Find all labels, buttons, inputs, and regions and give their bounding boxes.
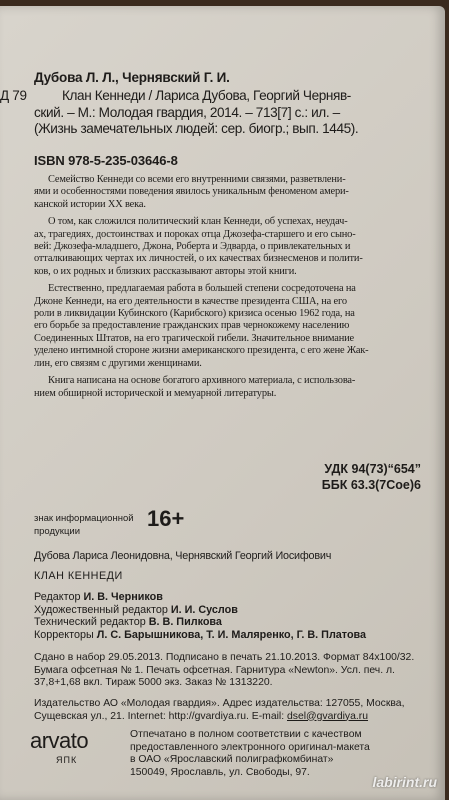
annotation-paragraph (34, 375, 434, 400)
annotation-line: роли в ликвидации Кубинского (Карибского) кризиса осенью 1962 года, на (34, 308, 355, 320)
annotation-line: Естественно, предлагаемая работа в большей степени сосредоточена на (48, 283, 356, 295)
info-sign-label (34, 512, 134, 538)
annotation-line: ями и особенностями поведения явилось уникальным феноменом амери- (34, 186, 349, 198)
classification-code: Д 79 (0, 88, 27, 103)
annotation-line: канской истории XX века. (34, 198, 146, 210)
annotation-paragraph (34, 174, 434, 211)
staff-name: Л. С. Барышникова, Т. И. Маляренко, Г. В. Платова (96, 628, 367, 641)
publisher-line: Издательство АО «Молодая гвардия». Адрес издательства: 127055, Москва, (34, 698, 405, 709)
staff-name: И. И. Суслов (170, 603, 238, 616)
print-info-line: 37,8+1,68 вкл. Тираж 5000 экз. Заказ № 1313220. (34, 677, 273, 688)
bibliographic-description (34, 88, 434, 138)
staff-name: В. В. Пилкова (148, 616, 222, 628)
staff-role: Художественный редактор (34, 603, 171, 616)
annotation-line: Семейство Кеннеди со всеми его внутренними связями, разветвлени- (48, 174, 346, 185)
print-info (34, 652, 414, 690)
annotation-line: Книга написана на основе богатого архивного материала, с использова- (48, 375, 356, 387)
publisher-address: Сущевская ул., 21. Internet: http://gvardiya.ru. E-mail: (34, 710, 287, 722)
info-sign-label-line: знак информационной (34, 513, 134, 524)
staff-row (34, 604, 366, 617)
editorial-staff (34, 591, 366, 641)
annotation-line: его борьбе за предоставление гражданских прав чернокожему населению (34, 320, 350, 332)
annotation-line: О том, как сложился политический клан Кеннеди, об успехах, неудач- (48, 216, 348, 228)
udk-index: УДК 94(73)“654” (324, 462, 421, 476)
printer-line: Отпечатано в полном соответствии с качеством (130, 729, 362, 740)
authors-full-names: Дубова Лариса Леонидовна, Чернявский Георгий Иосифович (34, 550, 332, 562)
annotation-line: отталкивающих чертах их личностей, о их качествах бизнесменов и полити- (34, 253, 363, 265)
printer-logo: arvato (30, 728, 89, 753)
biblio-line: Клан Кеннеди / Лариса Дубова, Георгий Черняв- (62, 88, 351, 103)
classification-indexes (322, 461, 421, 493)
annotation-line: Соединенных Штатов, на его трагической гибели. Значительное внимание (34, 332, 355, 344)
annotation-paragraph (34, 216, 434, 278)
annotation-line: лин, его связям с другими женщинами. (34, 357, 202, 369)
annotation-line: вей: Джозефа-младшего, Джона, Роберта и Эдварда, о привлекательных и (34, 241, 351, 253)
annotation-line: Джоне Кеннеди, на его деятельности в качестве президента США, на его (34, 295, 347, 307)
isbn: ISBN 978-5-235-03646-8 (34, 153, 178, 168)
book-title: КЛАН КЕННЕДИ (34, 570, 123, 582)
info-sign-label-line: продукции (34, 526, 81, 537)
staff-role: Редактор (34, 591, 84, 603)
bbk-index: ББК 63.3(7Сое)6 (321, 478, 421, 492)
annotation-line: уделено интимной стороне жизни американского президента, с его жене Жак- (34, 345, 369, 357)
printer-logo-sub: ЯПК (56, 755, 78, 765)
annotation-paragraph (34, 283, 434, 370)
age-rating: 16+ (147, 506, 185, 531)
staff-row (34, 629, 366, 642)
publisher-email-link[interactable]: dsel@gvardiya.ru (287, 710, 369, 722)
staff-name: И. В. Черников (83, 591, 163, 603)
printer-info (130, 729, 370, 779)
staff-row (34, 616, 366, 629)
publisher-info (34, 698, 404, 723)
annotation-line: ков, о их родных и близких рассказывают авторы этой книги. (34, 265, 297, 277)
publisher-line (34, 711, 404, 724)
watermark: labirint.ru (372, 774, 437, 790)
staff-row (34, 591, 366, 604)
authors-heading: Дубова Л. Л., Чернявский Г. И. (34, 70, 230, 85)
book-page (0, 6, 445, 800)
staff-role: Технический редактор (34, 616, 149, 628)
annotation-line: ах, трагедиях, достоинствах и пороках отца Джозефа-старшего и его сыно- (34, 228, 356, 240)
annotation (34, 174, 434, 405)
biblio-line: ский. – М.: Молодая гвардия, 2014. – 713[7] с.: ил. – (34, 104, 340, 120)
printer-line: предоставленного электронного оригинал-макета (130, 741, 370, 753)
staff-role: Корректоры (34, 628, 97, 641)
annotation-line: нием обширной исторической и мемуарной литературы. (34, 387, 277, 399)
biblio-line: (Жизнь замечательных людей: сер. биогр.; вып. 1445). (34, 121, 359, 136)
printer-line: в ОАО «Ярославский полиграфкомбинат» (130, 754, 334, 765)
printer-line: 150049, Ярославль, ул. Свободы, 97. (130, 766, 310, 778)
print-info-line: Сдано в набор 29.05.2013. Подписано в печать 21.10.2013. Формат 84x100/32. (34, 652, 415, 663)
print-info-line: Бумага офсетная № 1. Печать офсетная. Гарнитура «Newton». Усл. печ. л. (34, 664, 395, 676)
